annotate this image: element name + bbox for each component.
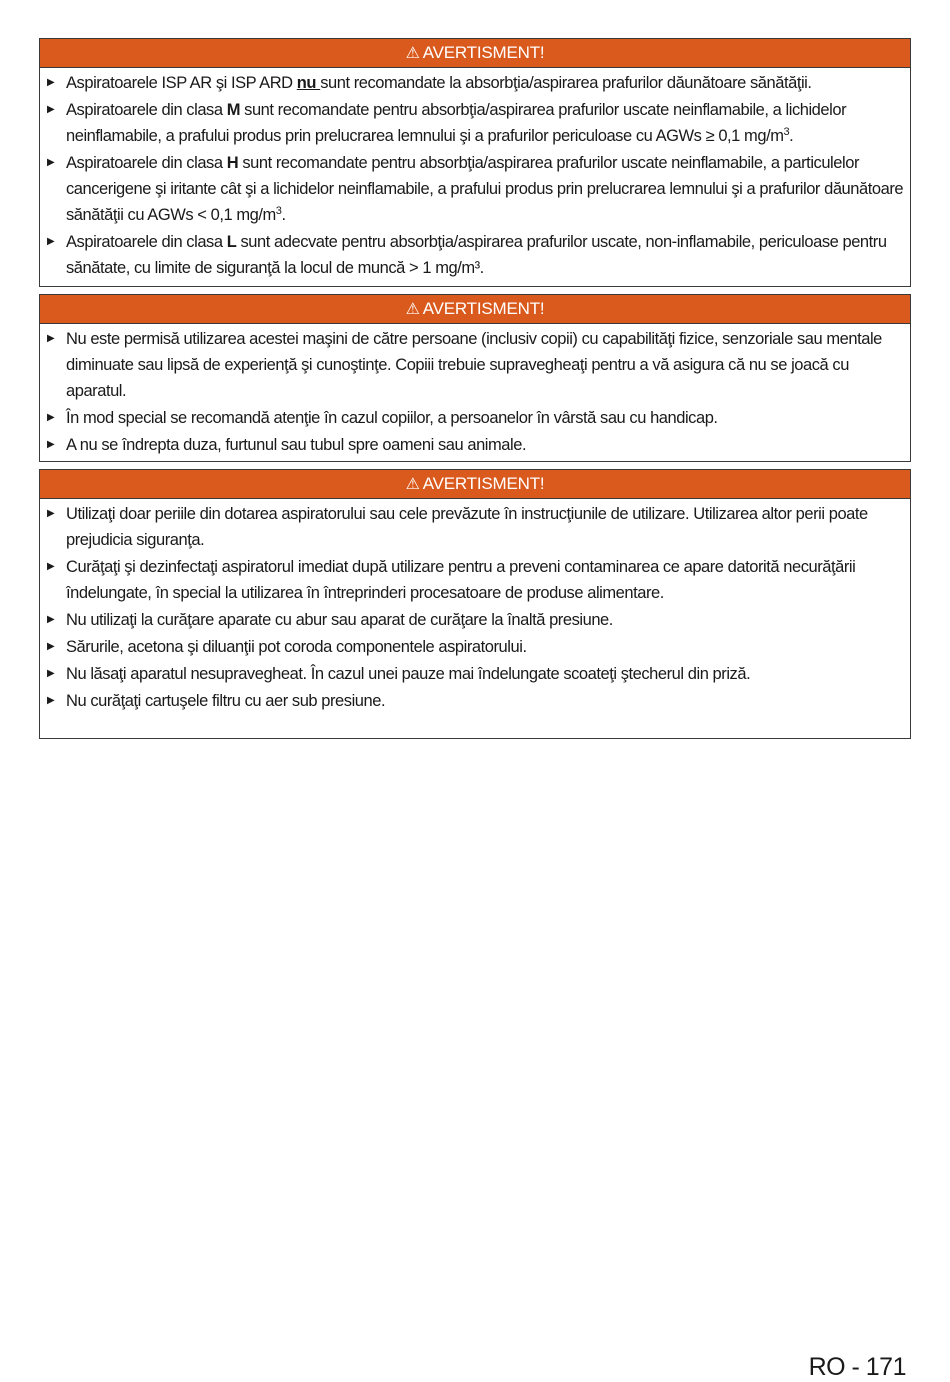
bullet-arrow-icon: ▶ xyxy=(47,508,55,519)
bullet-arrow-icon: ▶ xyxy=(47,236,55,247)
warning-triangle-icon: ⚠ xyxy=(405,45,420,62)
warning-box-3 xyxy=(39,469,911,739)
warning-list-1 xyxy=(40,68,910,281)
list-item: ▶ Nu lăsaţi aparatul nesupravegheat. În cazul unei pauze mai îndelungate scoateţi ştecherul din priză. xyxy=(66,661,904,687)
warning-title-2: AVERTISMENT! xyxy=(422,299,545,318)
page-number: RO - 171 xyxy=(808,1353,906,1381)
warning-title-1: AVERTISMENT! xyxy=(422,43,545,62)
bullet-arrow-icon: ▶ xyxy=(47,157,55,168)
bullet-arrow-icon: ▶ xyxy=(47,439,55,450)
list-item: ▶ Nu este permisă utilizarea acestei maşini de către persoane (inclusiv copii) cu capabilităţi fizice, senzoriale sau mentale diminuate sau lipsă de experienţă şi cunoştinţe. Copiii trebuie supravegheaţi pentru a vă asigura că nu se joacă cu aparatul. xyxy=(66,326,904,404)
bullet-arrow-icon: ▶ xyxy=(47,412,55,423)
warning-list-2 xyxy=(40,324,910,458)
list-item: ▶ Nu curăţaţi cartuşele filtru cu aer sub presiune. xyxy=(66,688,904,714)
list-item: ▶ Aspiratoarele din clasa M sunt recomandate pentru absorbţia/aspirarea prafurilor uscate neinflamabile, a lichidelor neinflamabile, a prafului produs prin prelucrarea lemnului şi a prafurilor periculoase cu AGWs ≥ 0,1 $mg/m^3$. xyxy=(66,97,904,149)
bullet-arrow-icon: ▶ xyxy=(47,333,55,344)
list-item: ▶ Aspiratoarele din clasa H sunt recomandate pentru absorbţia/aspirarea prafurilor uscate neinflamabile, a particulelor cancerigene şi iritante cât şi a lichidelor neinflamabile, a prafului produs prin prelucrarea lemnului şi a prafurilor dăunătoare sănătăţii cu AGWs < 0,1 $mg/m^3$. xyxy=(66,150,904,228)
warning-box-2 xyxy=(39,294,911,462)
bullet-arrow-icon: ▶ xyxy=(47,641,55,652)
bullet-arrow-icon: ▶ xyxy=(47,561,55,572)
warning-header-2 xyxy=(40,295,910,324)
list-item: ▶ În mod special se recomandă atenţie în cazul copiilor, a persoanelor în vârstă sau cu handicap. xyxy=(66,405,904,431)
warning-box-1 xyxy=(39,38,911,287)
bullet-arrow-icon: ▶ xyxy=(47,104,55,115)
warning-header-3 xyxy=(40,470,910,499)
list-item: ▶ Sărurile, acetona şi diluanţii pot coroda componentele aspiratorului. xyxy=(66,634,904,660)
list-item: ▶ Curăţaţi şi dezinfectaţi aspiratorul imediat după utilizare pentru a preveni contaminarea ce apare datorită necurăţării îndelungate, în special la utilizarea în întreprinderi procesatoare de produse alimentare. xyxy=(66,554,904,606)
list-item: ▶ Utilizaţi doar periile din dotarea aspiratorului sau cele prevăzute în instrucţiunile de utilizare. Utilizarea altor perii poate prejudicia siguranţa. xyxy=(66,501,904,553)
warning-triangle-icon: ⚠ xyxy=(405,301,420,318)
warning-triangle-icon: ⚠ xyxy=(405,476,420,493)
bullet-arrow-icon: ▶ xyxy=(47,77,55,88)
list-item: ▶ Aspiratoarele din clasa L sunt adecvate pentru absorbţia/aspirarea prafurilor uscate, non-inflamabile, periculoase pentru sănătate, cu limite de siguranţă la locul de muncă > 1 mg/m³. xyxy=(66,229,904,281)
warning-title-3: AVERTISMENT! xyxy=(422,474,545,493)
warning-header-1 xyxy=(40,39,910,68)
bullet-arrow-icon: ▶ xyxy=(47,614,55,625)
list-item: ▶ Nu utilizaţi la curăţare aparate cu abur sau aparat de curăţare la înaltă presiune. xyxy=(66,607,904,633)
bullet-arrow-icon: ▶ xyxy=(47,695,55,706)
warning-list-3 xyxy=(40,499,910,714)
list-item: ▶ A nu se îndrepta duza, furtunul sau tubul spre oameni sau animale. xyxy=(66,432,904,458)
list-item: ▶ Aspiratoarele ISP AR şi ISP ARD nu sunt recomandate la absorbţia/aspirarea prafurilor dăunătoare sănătăţii. xyxy=(66,70,904,96)
bullet-arrow-icon: ▶ xyxy=(47,668,55,679)
